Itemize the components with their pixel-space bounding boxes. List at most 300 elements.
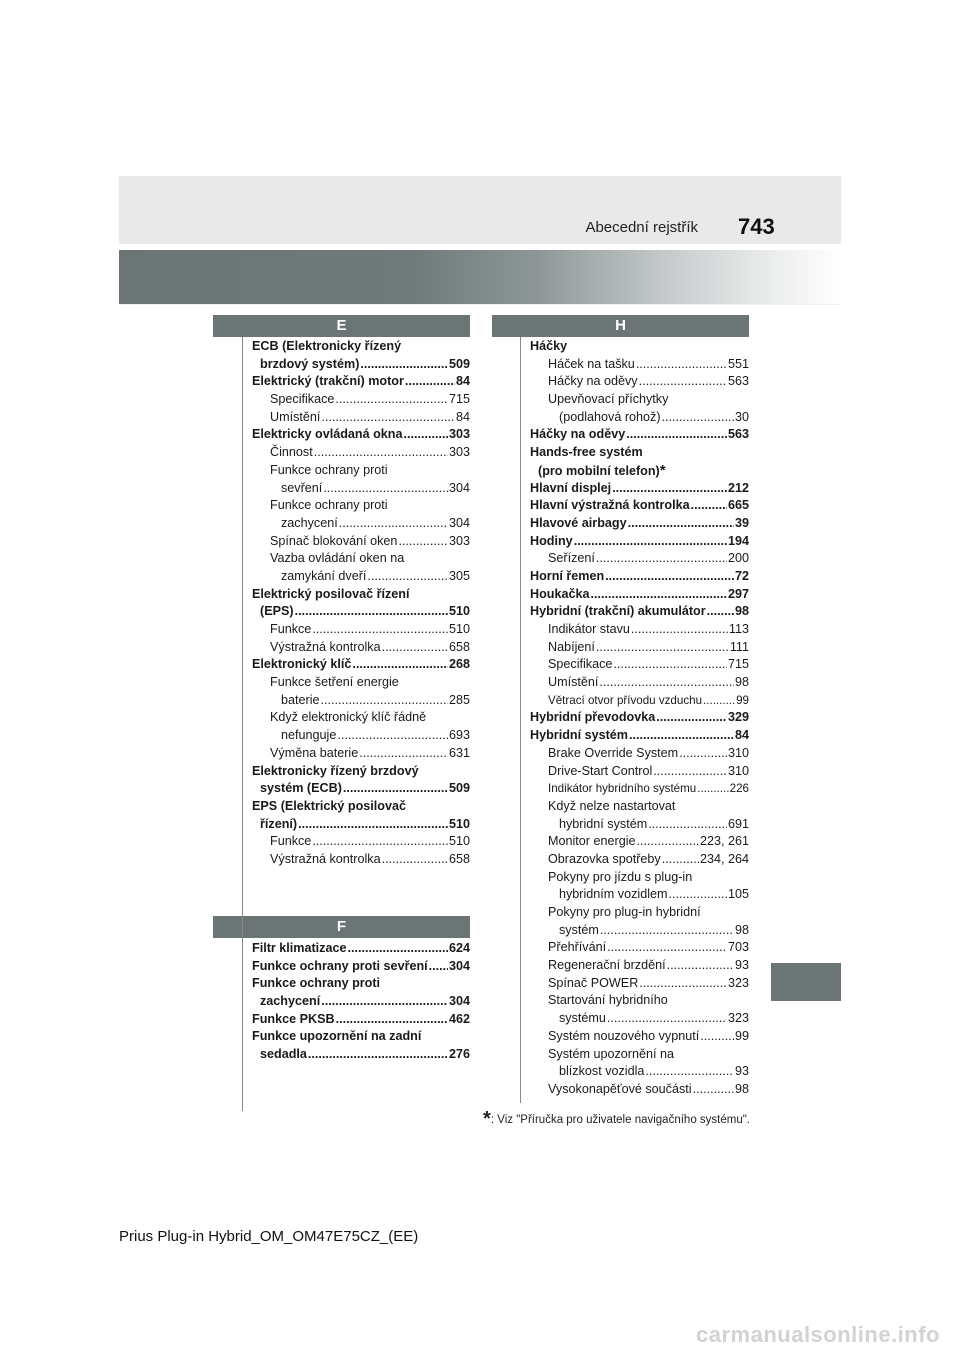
entry-page: 691 — [727, 816, 749, 831]
entry-term: Výstražná kontrolka — [270, 851, 381, 866]
entry-term: systém (ECB) — [260, 781, 342, 796]
entry-page: 212 — [727, 480, 749, 495]
entry-page: 715 — [448, 392, 470, 407]
entry-term: Funkce ochrany proti — [270, 498, 388, 513]
index-entry — [530, 798, 749, 816]
index-entry — [252, 533, 470, 551]
entry-page: 304 — [448, 958, 470, 973]
entry-page: 268 — [448, 657, 470, 672]
index-entry — [530, 745, 749, 763]
index-entry — [252, 550, 470, 568]
index-entry — [252, 1028, 470, 1046]
entry-page: 510 — [448, 622, 470, 636]
index-entry — [252, 745, 470, 763]
index-entry — [530, 886, 749, 904]
leader-dots — [700, 1028, 734, 1046]
entry-term: Vysokonapěťové součásti — [548, 1081, 692, 1096]
entry-page: 39 — [734, 515, 749, 530]
entry-page: 93 — [734, 958, 749, 973]
entry-page: 304 — [448, 480, 470, 495]
header-divider — [119, 304, 841, 305]
entry-term: Háčky — [530, 339, 568, 353]
index-entry — [252, 692, 470, 710]
entry-term: Háčky na oděvy — [548, 374, 638, 389]
index-entry — [252, 780, 470, 798]
entry-page: 113 — [728, 622, 749, 636]
entry-page: 563 — [727, 427, 749, 442]
entry-term: Systém nouzového vypnutí — [548, 1028, 700, 1043]
entry-page: 98 — [734, 922, 749, 937]
entry-term: systém — [559, 922, 599, 937]
entry-term: Funkce — [270, 622, 312, 636]
entry-term: nefunguje — [281, 728, 337, 743]
entry-term: Pokyny pro plug-in hybridní — [548, 905, 701, 919]
index-entry — [530, 692, 749, 710]
index-entry — [252, 603, 470, 621]
leader-dots — [352, 656, 448, 674]
leader-dots — [343, 780, 448, 798]
index-entry — [252, 727, 470, 745]
entry-term: Umístění — [270, 409, 321, 424]
index-entry — [252, 833, 470, 851]
entry-term: hybridní systém — [559, 816, 648, 831]
entry-term: Hybridní systém — [530, 728, 628, 743]
leader-dots — [360, 356, 448, 374]
entry-page: 303 — [448, 533, 470, 548]
index-entry — [530, 975, 749, 993]
index-entry — [530, 586, 749, 604]
entry-page: 303 — [448, 445, 470, 460]
footnote-text: : Viz "Příručka pro uživatele navigačního systému". — [490, 1114, 750, 1126]
leader-dots — [693, 1081, 734, 1099]
leader-dots — [662, 851, 699, 869]
index-entry — [530, 992, 749, 1010]
entry-page: 323 — [727, 975, 749, 990]
index-list-h — [530, 338, 749, 1099]
index-entry — [252, 409, 470, 427]
entry-term: Seřízení — [548, 551, 595, 566]
leader-dots — [323, 480, 448, 498]
index-list-e — [252, 338, 470, 869]
index-entry — [530, 674, 749, 692]
leader-dots — [298, 816, 448, 834]
entry-term: Drive-Start Control — [548, 763, 653, 778]
entry-term: Elektrický posilovač řízení — [252, 586, 410, 601]
entry-term: (EPS) — [260, 604, 294, 619]
leader-dots — [404, 426, 448, 444]
leader-dots — [405, 373, 455, 391]
entry-page: 665 — [727, 498, 749, 513]
index-entry — [252, 709, 470, 727]
entry-page: 329 — [727, 710, 749, 725]
entry-term: Hodiny — [530, 533, 573, 548]
index-entry — [530, 780, 749, 798]
entry-term: EPS (Elektrický posilovač — [252, 798, 406, 813]
footnote — [483, 1108, 750, 1131]
entry-term: Elektronicky řízený brzdový — [252, 763, 419, 778]
index-entry — [530, 550, 749, 568]
index-entry — [252, 426, 470, 444]
index-entry — [252, 480, 470, 498]
entry-term: zachycení — [260, 994, 321, 1009]
index-entry — [530, 957, 749, 975]
entry-page: 631 — [448, 745, 470, 760]
footer-document-id: Prius Plug-in Hybrid_OM_OM47E75CZ_(EE) — [119, 1228, 419, 1245]
index-entry — [530, 621, 749, 639]
leader-dots — [295, 603, 448, 621]
entry-page: 509 — [448, 781, 470, 796]
leader-dots — [667, 957, 734, 975]
index-entry — [530, 869, 749, 887]
index-entry — [252, 338, 470, 356]
leader-dots — [656, 709, 727, 727]
entry-term: Výměna baterie — [270, 745, 359, 760]
leader-dots — [612, 480, 727, 498]
index-entry — [530, 480, 749, 498]
entry-term: Specifikace — [270, 392, 335, 407]
entry-page: 111 — [729, 639, 749, 654]
entry-page: 285 — [448, 692, 470, 707]
leader-dots — [669, 886, 727, 904]
index-entry — [252, 621, 470, 639]
index-entry — [530, 338, 749, 356]
index-entry — [530, 727, 749, 745]
entry-term: Činnost — [270, 445, 313, 460]
entry-page: 703 — [727, 940, 749, 955]
index-entry — [530, 1081, 749, 1099]
index-entry — [252, 462, 470, 480]
leader-dots — [628, 515, 734, 533]
entry-page: 510 — [448, 604, 470, 619]
entry-page: 223, 261 — [699, 834, 749, 849]
entry-term: Obrazovka spotřeby — [548, 851, 661, 866]
leader-dots — [605, 568, 734, 586]
entry-term: Vazba ovládání oken na — [270, 551, 405, 566]
entry-page: 563 — [727, 374, 749, 389]
index-entry — [530, 462, 749, 480]
index-entry — [530, 709, 749, 727]
index-entry — [252, 674, 470, 692]
index-entry — [530, 833, 749, 851]
index-entry — [530, 568, 749, 586]
entry-page: 200 — [727, 551, 749, 566]
index-entry — [252, 586, 470, 604]
entry-term: Systém upozornění na — [548, 1046, 675, 1061]
entry-term: (podlahová rohož) — [559, 409, 661, 424]
index-entry — [530, 639, 749, 657]
leader-dots — [626, 426, 727, 444]
index-entry — [530, 515, 749, 533]
entry-page: 105 — [727, 887, 749, 902]
entry-term: ECB (Elektronicky řízený — [252, 339, 402, 353]
index-entry — [530, 1010, 749, 1028]
entry-term: Umístění — [548, 675, 599, 690]
entry-page: 98 — [734, 675, 749, 690]
entry-page: 624 — [448, 941, 470, 955]
entry-page: 84 — [455, 374, 470, 389]
leader-dots — [636, 356, 727, 374]
entry-term: blízkost vozidla — [559, 1064, 645, 1079]
chapter-gradient-bar — [119, 250, 841, 304]
leader-dots — [314, 444, 448, 462]
section-header-h: H — [492, 315, 749, 337]
entry-page: 226 — [729, 782, 749, 796]
entry-term: Když elektronický klíč řádně — [270, 710, 427, 725]
running-header-title: Abecední rejstřík — [585, 219, 698, 236]
index-entry — [530, 603, 749, 621]
leader-dots — [629, 727, 734, 745]
index-entry — [530, 356, 749, 374]
entry-term: Elektronický klíč — [252, 657, 352, 672]
index-entry — [252, 656, 470, 674]
leader-dots — [321, 993, 448, 1011]
entry-term: brzdový systém) — [260, 356, 360, 371]
entry-term: Elektrický (trakční) motor — [252, 374, 404, 389]
leader-dots — [348, 940, 448, 958]
leader-dots — [639, 373, 727, 391]
entry-term: Háček na tašku — [548, 356, 635, 371]
entry-page: 715 — [727, 657, 749, 672]
entry-term: Spínač blokování oken — [270, 533, 398, 548]
entry-term: Hybridní (trakční) akumulátor — [530, 604, 706, 619]
entry-page: 310 — [727, 745, 749, 760]
index-entry — [530, 904, 749, 922]
entry-page: 305 — [448, 568, 470, 583]
entry-term: Hybridní převodovka — [530, 710, 656, 725]
leader-dots — [662, 409, 734, 427]
leader-dots — [613, 656, 727, 674]
index-entry — [252, 816, 470, 834]
entry-page: 98 — [734, 1081, 749, 1096]
leader-dots — [339, 515, 448, 533]
leader-dots — [648, 816, 727, 834]
index-entry — [252, 993, 470, 1011]
index-entry — [252, 1046, 470, 1064]
entry-term: Regenerační brzdění — [548, 958, 666, 973]
entry-term: (pro mobilní telefon) — [538, 463, 660, 478]
leader-dots — [574, 533, 727, 551]
entry-term: zamykání dveří — [281, 568, 367, 583]
right-column-rule — [520, 337, 521, 1103]
leader-dots — [312, 621, 448, 639]
entry-page: 194 — [727, 533, 749, 548]
entry-term: Funkce PKSB — [252, 1011, 335, 1026]
index-entry — [252, 515, 470, 533]
index-entry — [252, 958, 470, 976]
chapter-thumb-tab — [771, 963, 841, 1001]
entry-term: Funkce ochrany proti sevření — [252, 958, 428, 973]
entry-term: Funkce — [270, 834, 312, 849]
entry-term: Elektricky ovládaná okna — [252, 427, 403, 442]
index-entry — [252, 568, 470, 586]
entry-term: Monitor energie — [548, 834, 636, 849]
index-entry — [252, 444, 470, 462]
leader-dots — [631, 621, 728, 639]
entry-term: Nabíjení — [548, 639, 595, 654]
index-entry — [252, 763, 470, 781]
entry-term: Startování hybridního — [548, 993, 668, 1008]
leader-dots — [312, 833, 448, 851]
entry-page: 303 — [448, 427, 470, 442]
entry-term: Spínač POWER — [548, 975, 639, 990]
entry-term: Funkce ochrany proti — [252, 976, 381, 991]
entry-term: Houkačka — [530, 586, 590, 601]
entry-term: Hands-free systém — [530, 445, 643, 460]
section-header-f: F — [213, 916, 470, 938]
footnote-marker: * — [659, 461, 666, 479]
leader-dots — [429, 958, 448, 976]
index-entry — [252, 373, 470, 391]
index-entry — [530, 373, 749, 391]
index-entry — [530, 391, 749, 409]
leader-dots — [607, 1010, 727, 1028]
index-entry — [530, 851, 749, 869]
leader-dots — [336, 1011, 448, 1029]
leader-dots — [591, 586, 727, 604]
entry-term: Větrací otvor přívodu vzduchu — [548, 693, 703, 707]
leader-dots — [599, 674, 734, 692]
index-entry — [530, 1028, 749, 1046]
entry-term: zachycení — [281, 515, 338, 530]
entry-page: 99 — [736, 693, 749, 707]
index-entry — [530, 426, 749, 444]
entry-page: 84 — [455, 409, 470, 424]
leader-dots — [607, 939, 727, 957]
leader-dots — [321, 692, 448, 710]
entry-term: systému — [559, 1011, 606, 1026]
index-entry — [530, 497, 749, 515]
leader-dots — [596, 550, 727, 568]
page-number: 743 — [738, 214, 775, 239]
index-entry — [252, 356, 470, 374]
leader-dots — [359, 745, 448, 763]
index-entry — [252, 975, 470, 993]
left-column-rule — [242, 337, 243, 1111]
entry-term: Hlavní displej — [530, 480, 612, 495]
footnote-star: * — [483, 1108, 491, 1130]
entry-page: 72 — [734, 568, 749, 583]
leader-dots — [703, 692, 735, 710]
index-entry — [530, 763, 749, 781]
entry-term: Filtr klimatizace — [252, 941, 347, 955]
leader-dots — [679, 745, 727, 763]
entry-page: 276 — [448, 1047, 470, 1062]
leader-dots — [321, 409, 455, 427]
entry-page: 304 — [448, 994, 470, 1009]
entry-term: Indikátor hybridního systému — [548, 782, 697, 796]
entry-term: sevření — [281, 480, 323, 495]
entry-term: Brake Override System — [548, 745, 679, 760]
entry-page: 84 — [734, 728, 749, 743]
entry-page: 510 — [448, 816, 470, 831]
leader-dots — [335, 391, 448, 409]
index-entry — [252, 798, 470, 816]
index-entry — [252, 940, 470, 958]
entry-term: Upevňovací příchytky — [548, 392, 669, 407]
leader-dots — [367, 568, 448, 586]
index-entry — [530, 922, 749, 940]
leader-dots — [337, 727, 448, 745]
entry-term: Výstražná kontrolka — [270, 639, 381, 654]
leader-dots — [398, 533, 448, 551]
entry-term: Hlavní výstražná kontrolka — [530, 498, 690, 513]
entry-term: Funkce ochrany proti — [270, 462, 388, 477]
entry-term: Přehřívání — [548, 940, 607, 955]
entry-page: 658 — [448, 639, 470, 654]
entry-page: 551 — [727, 356, 749, 371]
entry-page: 99 — [734, 1028, 749, 1043]
entry-page: 658 — [448, 851, 470, 866]
leader-dots — [697, 780, 728, 798]
index-entry — [252, 1011, 470, 1029]
entry-term: Funkce upozornění na zadní — [252, 1029, 422, 1044]
entry-term: Hlavové airbagy — [530, 515, 627, 530]
index-entry — [530, 1046, 749, 1064]
entry-term: sedadla — [260, 1047, 307, 1062]
entry-page: 693 — [448, 728, 470, 743]
entry-term: Funkce šetření energie — [270, 675, 399, 690]
header-band — [119, 176, 841, 244]
entry-term: Když nelze nastartovat — [548, 798, 676, 813]
leader-dots — [691, 497, 727, 515]
leader-dots — [645, 1063, 734, 1081]
entry-page: 462 — [448, 1011, 470, 1026]
index-entry — [530, 409, 749, 427]
entry-page: 304 — [448, 515, 470, 530]
entry-page: 297 — [727, 586, 749, 601]
entry-term: Specifikace — [548, 657, 613, 672]
entry-term: Pokyny pro jízdu s plug-in — [548, 869, 693, 884]
index-entry — [530, 533, 749, 551]
entry-page: 310 — [727, 763, 749, 778]
leader-dots — [637, 833, 699, 851]
entry-term: Horní řemen — [530, 568, 605, 583]
entry-page: 509 — [448, 356, 470, 371]
entry-page: 323 — [727, 1011, 749, 1026]
index-entry — [252, 497, 470, 515]
entry-term: Háčky na oděvy — [530, 427, 626, 442]
entry-term: hybridním vozidlem — [559, 887, 668, 902]
index-entry — [252, 391, 470, 409]
leader-dots — [600, 922, 734, 940]
leader-dots — [596, 639, 729, 657]
index-entry — [252, 851, 470, 869]
entry-term: řízení) — [260, 816, 298, 831]
index-entry — [530, 816, 749, 834]
entry-page: 510 — [448, 834, 470, 849]
index-list-f — [252, 940, 470, 1064]
leader-dots — [308, 1046, 448, 1064]
index-entry — [530, 1063, 749, 1081]
index-entry — [530, 939, 749, 957]
entry-term: Indikátor stavu — [548, 622, 630, 636]
leader-dots — [382, 851, 448, 869]
leader-dots — [639, 975, 727, 993]
section-header-e: E — [213, 315, 470, 337]
entry-page: 93 — [734, 1064, 749, 1079]
entry-page: 30 — [734, 409, 749, 424]
index-entry — [530, 444, 749, 462]
entry-page: 234, 264 — [699, 851, 749, 866]
leader-dots — [653, 763, 727, 781]
index-entry — [252, 639, 470, 657]
watermark: carmanualsonline.info — [696, 1322, 940, 1347]
leader-dots — [382, 639, 448, 657]
leader-dots — [707, 603, 734, 621]
index-entry — [530, 656, 749, 674]
entry-term: baterie — [281, 692, 320, 707]
entry-page: 98 — [734, 604, 749, 619]
